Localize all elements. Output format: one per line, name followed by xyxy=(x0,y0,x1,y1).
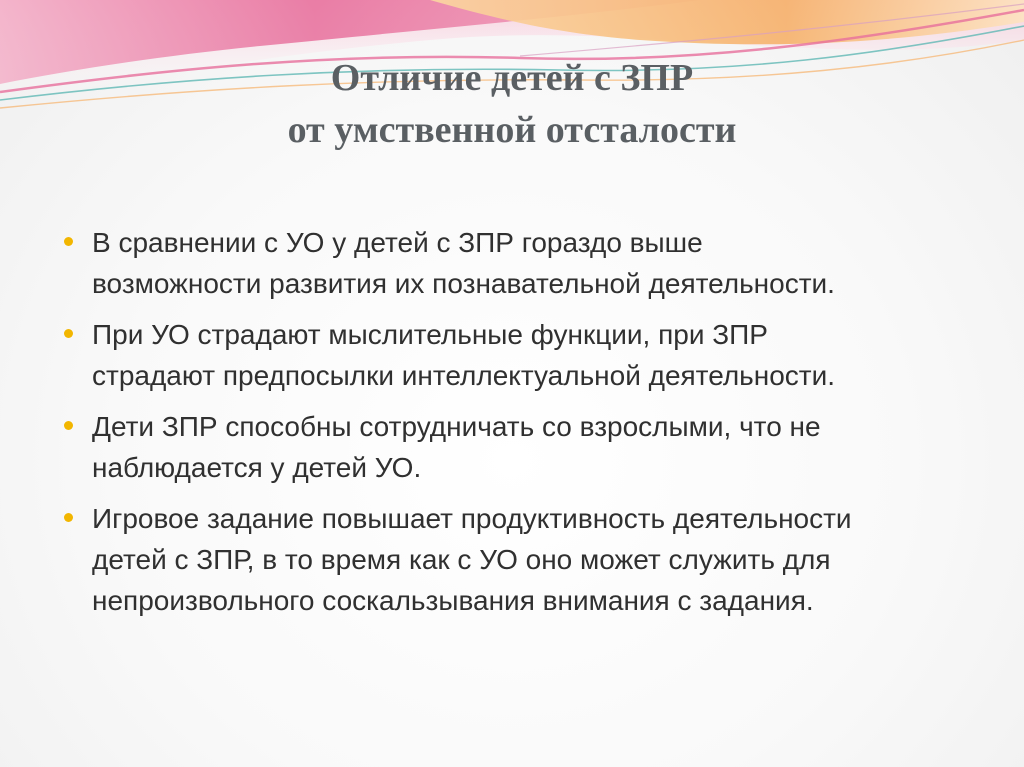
slide-title-line-1: Отличие детей с ЗПР xyxy=(330,57,694,99)
bullet-text-line: Дети ЗПР способны сотрудничать со взрослыми, что не xyxy=(92,411,821,442)
bullet-item xyxy=(60,314,960,396)
bullet-text-line: непроизвольного соскальзывания внимания с задания. xyxy=(92,585,814,616)
bullet-list xyxy=(60,222,960,631)
bullet-text-line: возможности развития их познавательной деятельности. xyxy=(92,268,835,299)
bullet-item xyxy=(60,222,960,304)
slide-title-line-2: от умственной отсталости xyxy=(287,109,737,151)
bullet-text-line: наблюдается у детей УО. xyxy=(92,452,422,483)
bullet-item xyxy=(60,498,960,621)
bullet-text-line: детей с ЗПР, в то время как с УО оно может служить для xyxy=(92,544,831,575)
bullet-text-line: страдают предпосылки интеллектуальной деятельности. xyxy=(92,360,836,391)
circle-bullet-icon xyxy=(64,237,73,246)
circle-bullet-icon xyxy=(64,513,73,522)
bullet-text-line: При УО страдают мыслительные функции, при ЗПР xyxy=(92,319,768,350)
bullet-text-line: В сравнении с УО у детей с ЗПР гораздо выше xyxy=(92,227,703,258)
bullet-text-line: Игровое задание повышает продуктивность деятельности xyxy=(92,503,852,534)
bullet-item xyxy=(60,406,960,488)
circle-bullet-icon xyxy=(64,329,73,338)
slide-title xyxy=(0,52,1024,156)
circle-bullet-icon xyxy=(64,421,73,430)
